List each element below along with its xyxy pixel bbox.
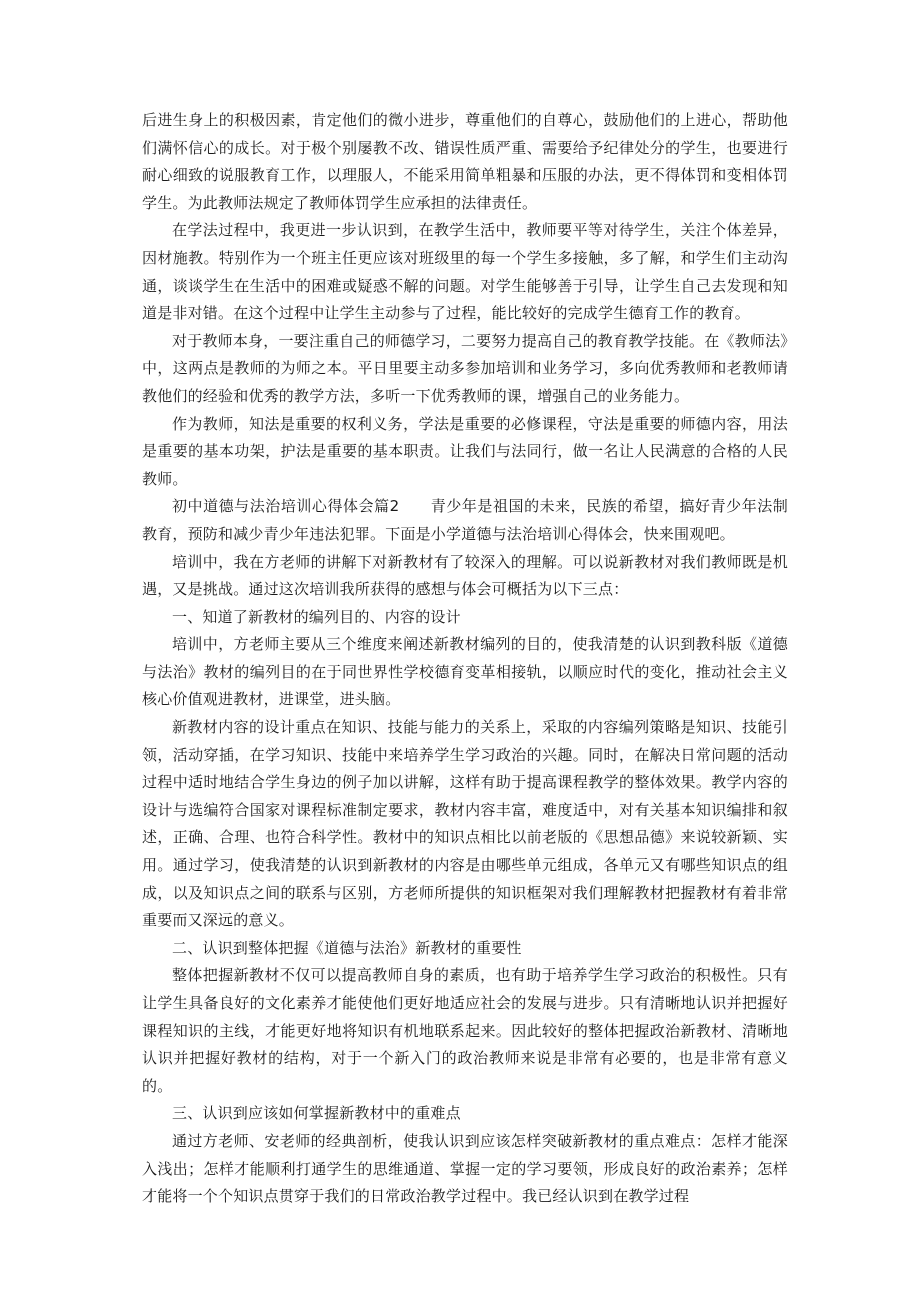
paragraph-6: 培训中，我在方老师的讲解下对新教材有了较深入的理解。可以说新教材对我们教师既是机遇，又是挑战。通过这次培训我所获得的感想与体会可概括为以下三点： bbox=[142, 552, 788, 599]
paragraph-article-title: 初中道德与法治培训心得体会篇2 青少年是祖国的未来，民族的希望，搞好青少年法制教育，预防和减少青少年违法犯罪。下面是小学道德与法治培训心得体会，快来围观吧。 bbox=[142, 497, 788, 543]
section-heading-1: 一、知道了新教材的编列目的、内容的设计 bbox=[172, 607, 461, 626]
section-heading-2: 二、认识到整体把握《道德与法治》新教材的重要性 bbox=[172, 938, 522, 957]
paragraph-11: 整体把握新教材不仅可以提高教师自身的素质，也有助于培养学生学习政治的积极性。只有让学生具备良好的文化素养才能使他们更好地适应社会的发展与进步。只有清晰地认识并把握好课程知识的主线，才能更好地将知识有机地联系起来。因此较好的整体把握政治新教材、清晰地认识并把握好教材的结构，对于一个新入门的政治教师来说是非常有必要的，也是非常有意义的。 bbox=[142, 966, 788, 1095]
paragraph-2: 在学法过程中，我更进一步认识到，在教学生活中，教师要平等对待学生，关注个体差异，因材施教。特别作为一个班主任更应该对班级里的每一个学生多接触，多了解，和学生们主动沟通，谈谈学生在生活中的困难或疑惑不解的问题。对学生能够善于引导，让学生自己去发现和知道是非对错。在这个过程中让学生主动参与了过程，能比较好的完成学生德育工作的教育。 bbox=[142, 221, 788, 323]
paragraph-1: 后进生身上的积极因素，肯定他们的微小进步，尊重他们的自尊心，鼓励他们的上进心，帮助他们满怀信心的成长。对于极个别屡教不改、错误性质严重、需要给予纪律处分的学生，也要进行耐心细致的说服教育工作，以理服人，不能采用简单粗暴和压服的办法，更不得体罚和变相体罚学生。为此教师法规定了教师体罚学生应承担的法律责任。 bbox=[142, 111, 788, 212]
paragraph-3: 对于教师本身，一要注重自己的师德学习，二要努力提高自己的教育教学技能。在《教师法》中，这两点是教师的为师之本。平日里要主动多参加培训和业务学习，多向优秀教师和老教师请教他们的经验和优秀的教学方法，多听一下优秀教师的课，增强自己的业务能力。 bbox=[142, 331, 788, 405]
paragraph-4: 作为教师，知法是重要的权利义务，学法是重要的必修课程，守法是重要的师德内容，用法是重要的基本功架，护法是重要的基本职责。让我们与法同行，做一名让人民满意的合格的人民教师。 bbox=[142, 414, 788, 488]
paragraph-13: 通过方老师、安老师的经典剖析，使我认识到应该怎样突破新教材的重点难点：怎样才能深入浅出；怎样才能顺利打通学生的思维通道、掌握一定的学习要领，形成良好的政治素养；怎样才能将一个个知识点贯穿于我们的日常政治教学过程中。我已经认识到在教学过程 bbox=[142, 1131, 788, 1206]
paragraph-9: 新教材内容的设计重点在知识、技能与能力的关系上，采取的内容编列策略是知识、技能引领，活动穿插，在学习知识、技能中来培养学生学习政治的兴趣。同时，在解决日常问题的活动过程中适时地结合学生身边的例子加以讲解，这样有助于提高课程教学的整体效果。教学内容的设计与选编符合国家对课程标准制定要求，教材内容丰富，难度适中，对有关基本知识编排和叙述，正确、合理、也符合科学性。教材中的知识点相比以前老版的《思想品德》来说较新颖、实用。通过学习，使我清楚的认识到新教材的内容是由哪些单元组成，各单元又有哪些知识点的组成，以及知识点之间的联系与区别，方老师所提供的知识框架对我们理解教材把握教材有着非常重要而又深远的意义。 bbox=[142, 718, 788, 930]
section-heading-3: 三、认识到应该如何掌握新教材中的重难点 bbox=[172, 1104, 461, 1123]
document-page bbox=[142, 107, 788, 1211]
paragraph-8: 培训中，方老师主要从三个维度来阐述新教材编列的目的，使我清楚的认识到教科版《道德与法治》教材的编列目的在于同世界性学校德育变革相接轨，以顺应时代的变化，推动社会主义核心价值观进教材，进课堂，进头脑。 bbox=[142, 635, 788, 709]
